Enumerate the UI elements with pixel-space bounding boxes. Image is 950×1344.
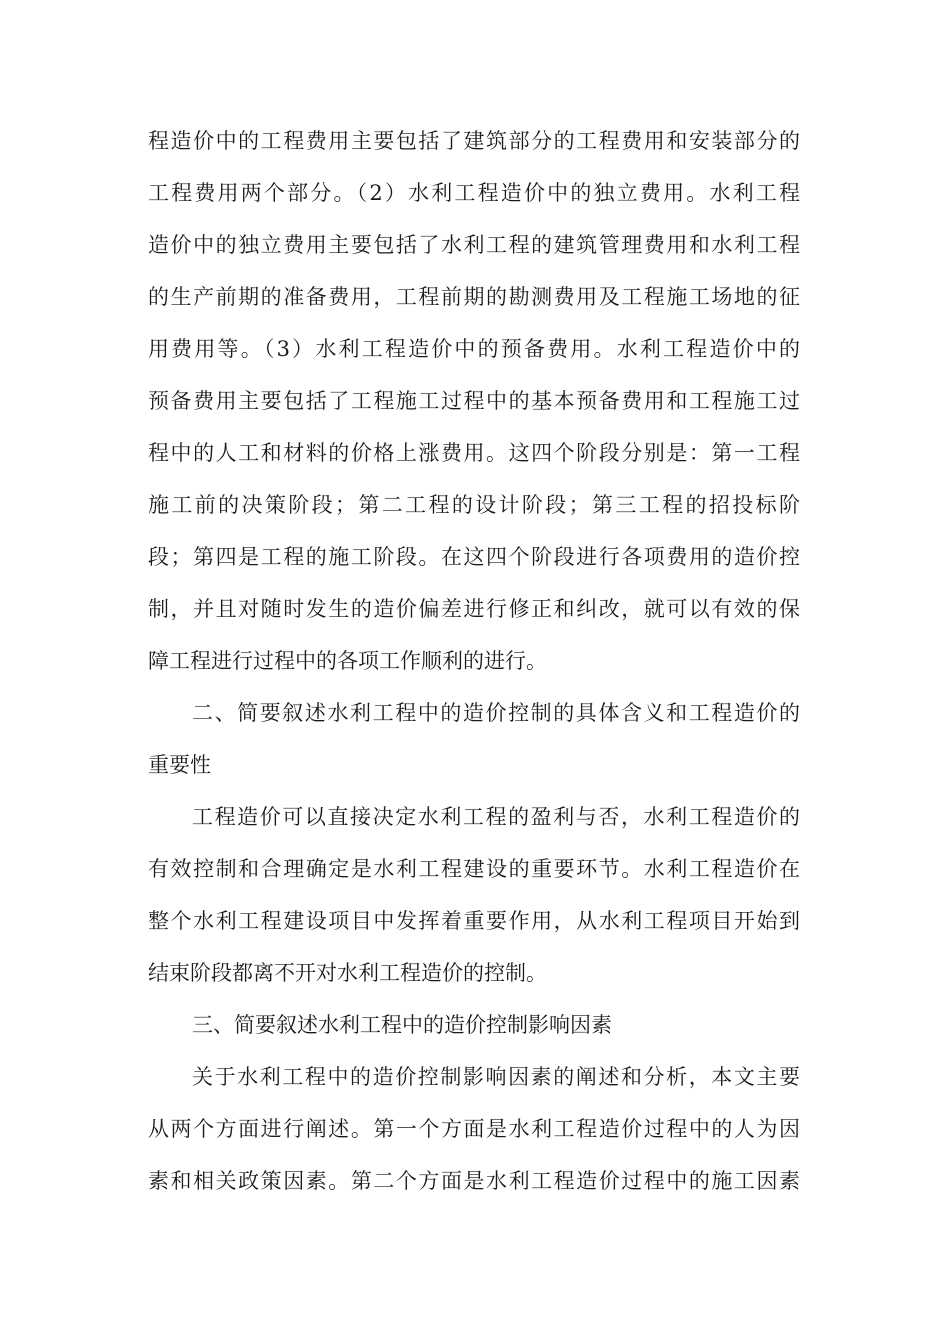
text-line: 预备费用主要包括了工程施工过程中的基本预备费用和工程施工过 (148, 389, 800, 413)
paragraph-factors (148, 1051, 800, 1207)
paragraph-importance (148, 791, 800, 999)
text-line: 用费用等。（3）水利工程造价中的预备费用。水利工程造价中的 (148, 337, 800, 361)
text-line: 造价中的独立费用主要包括了水利工程的建筑管理费用和水利工程 (148, 233, 800, 257)
text-line: 整个水利工程建设项目中发挥着重要作用，从水利工程项目开始到 (148, 909, 800, 933)
text-line: 关于水利工程中的造价控制影响因素的阐述和分析，本文主要 (192, 1065, 800, 1089)
section-heading-3 (148, 999, 800, 1051)
text-line: 素和相关政策因素。第二个方面是水利工程造价过程中的施工因素 (148, 1169, 800, 1193)
text-line: 从两个方面进行阐述。第一个方面是水利工程造价过程中的人为因 (148, 1117, 800, 1141)
text-line: 结束阶段都离不开对水利工程造价的控制。 (148, 961, 547, 985)
text-line: 制，并且对随时发生的造价偏差进行修正和纠改，就可以有效的保 (148, 597, 800, 621)
text-line: 程造价中的工程费用主要包括了建筑部分的工程费用和安装部分的 (148, 129, 800, 153)
text-line: 施工前的决策阶段；第二工程的设计阶段；第三工程的招投标阶 (148, 493, 800, 517)
text-line: 程中的人工和材料的价格上涨费用。这四个阶段分别是：第一工程 (148, 441, 800, 465)
text-line: 段；第四是工程的施工阶段。在这四个阶段进行各项费用的造价控 (148, 545, 800, 569)
text-line: 工程费用两个部分。（2）水利工程造价中的独立费用。水利工程 (148, 181, 800, 205)
heading-line: 二、简要叙述水利工程中的造价控制的具体含义和工程造价的 (192, 701, 800, 725)
text-line: 工程造价可以直接决定水利工程的盈利与否，水利工程造价的 (192, 805, 800, 829)
heading-line: 三、简要叙述水利工程中的造价控制影响因素 (192, 1013, 612, 1037)
paragraph-cost-composition (148, 115, 800, 687)
document-body (148, 115, 800, 1207)
section-heading-2 (148, 687, 800, 791)
text-line: 的生产前期的准备费用，工程前期的勘测费用及工程施工场地的征 (148, 285, 800, 309)
heading-line: 重要性 (148, 753, 211, 777)
text-line: 障工程进行过程中的各项工作顺利的进行。 (148, 649, 547, 673)
text-line: 有效控制和合理确定是水利工程建设的重要环节。水利工程造价在 (148, 857, 800, 881)
